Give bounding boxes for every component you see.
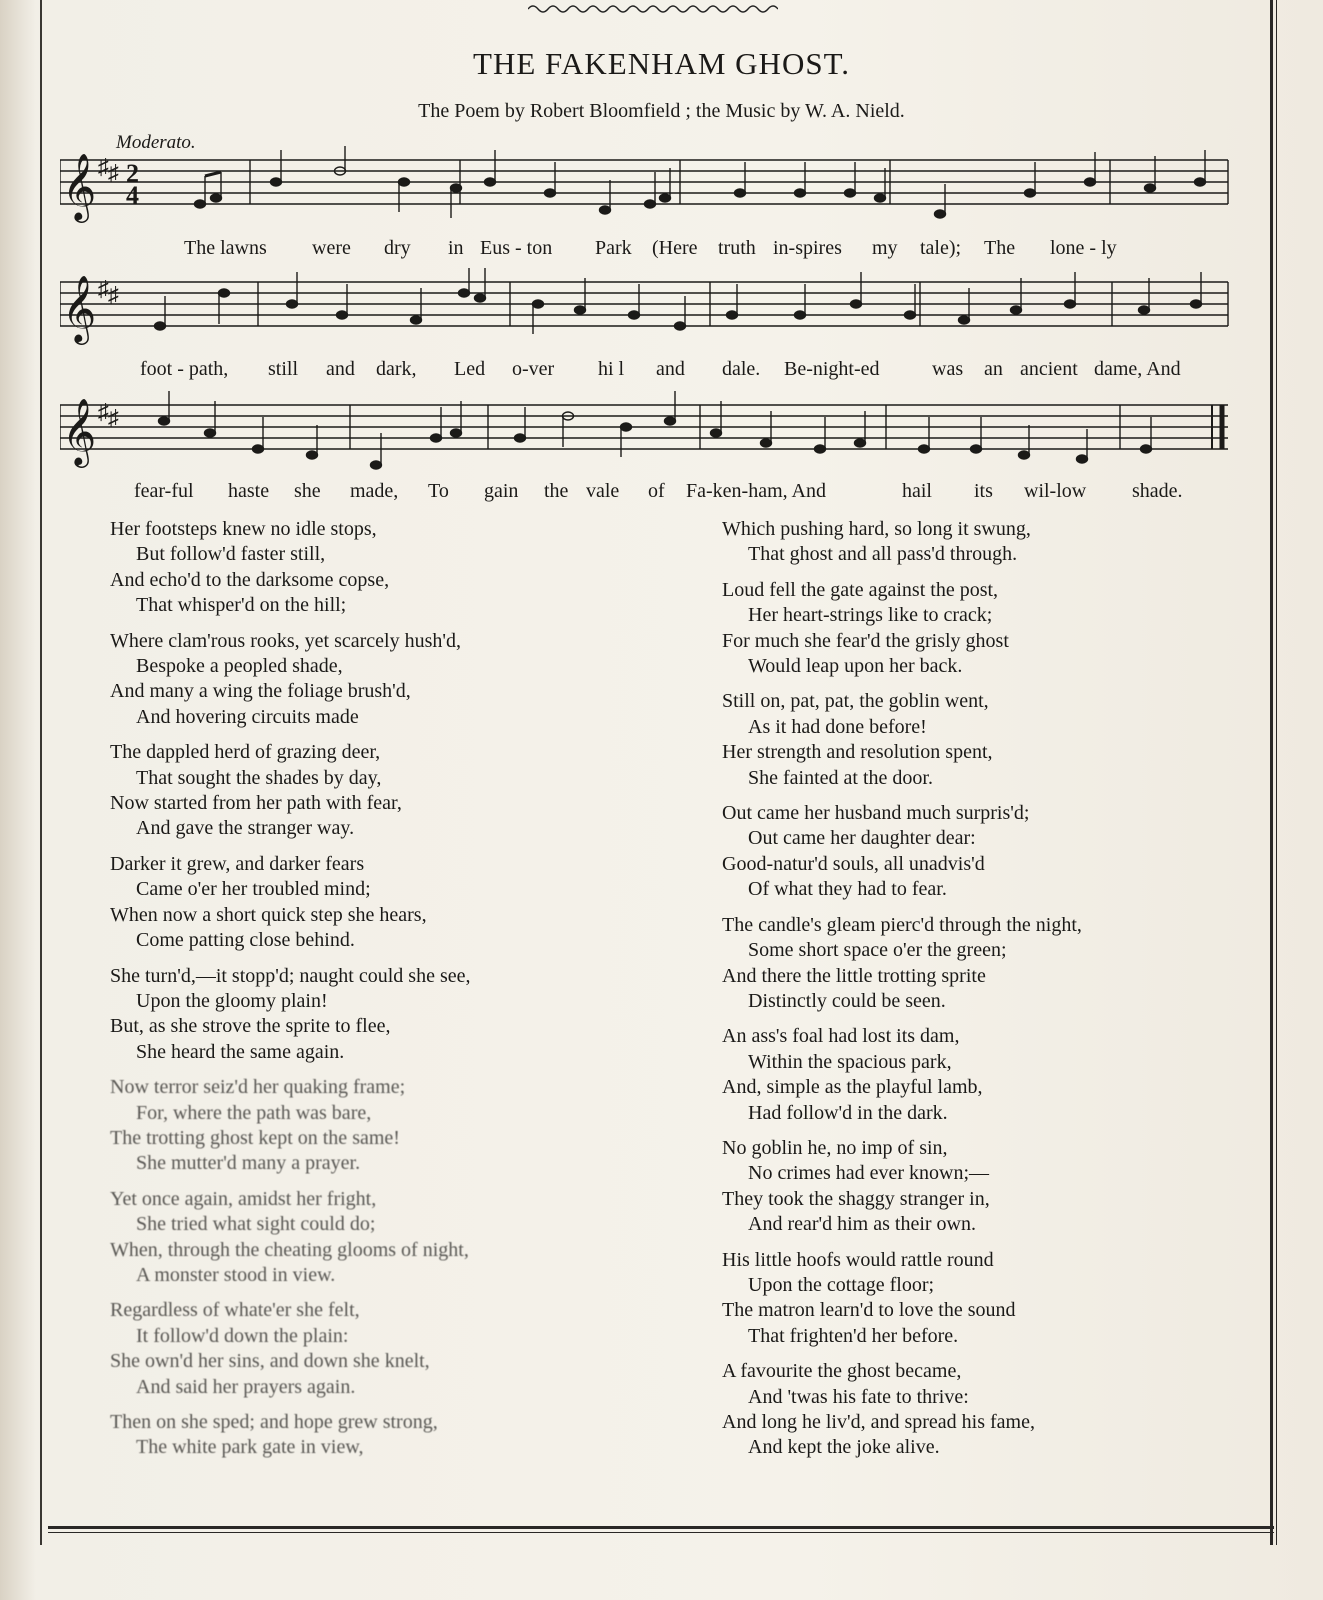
staff-3-svg <box>60 385 1230 475</box>
poem-line: Distinctly could be seen. <box>748 989 946 1012</box>
poem-line: For, where the path was bare, <box>136 1101 372 1124</box>
lyric-syllable: gain <box>484 480 519 502</box>
lyric-syllable: and <box>656 358 685 380</box>
poem-line: A monster stood in view. <box>136 1263 336 1286</box>
poem-line: The white park gate in view, <box>136 1436 364 1459</box>
lyric-syllable: The lawns <box>184 237 267 259</box>
poem-line: Bespoke a peopled shade, <box>136 655 343 678</box>
poem-line: Her heart-strings like to crack; <box>748 604 993 627</box>
lyric-syllable: lone - ly <box>1050 237 1117 259</box>
treble-clef-icon: 𝄞 <box>62 397 97 465</box>
lyric-syllable: dry <box>384 237 411 259</box>
poem-line: As it had done before! <box>748 715 927 738</box>
poem-line: That sought the shades by day, <box>136 766 382 789</box>
lyric-syllable: still <box>268 358 299 380</box>
stanza <box>110 1075 670 1177</box>
song-title: THE FAKENHAM GHOST. <box>473 46 850 81</box>
lyric-syllable: the <box>544 480 569 502</box>
staff-1-svg <box>60 140 1230 230</box>
sharp-icon: ♯ <box>108 160 119 185</box>
stanza <box>722 913 1282 1015</box>
stanza <box>110 517 670 619</box>
poem-line: Then on she sped; and hope grew strong, <box>110 1411 438 1433</box>
poem-line: And there the little trotting sprite <box>722 964 986 987</box>
staff-3-notes <box>159 391 1152 469</box>
poem-line: They took the shaggy stranger in, <box>722 1187 990 1210</box>
lyric-syllable: tale); <box>920 237 962 259</box>
poem-line: Out came her husband much surpris'd; <box>722 802 1030 825</box>
lyric-syllable: and <box>326 358 355 380</box>
stanza <box>722 1136 1282 1238</box>
poem-line: It follow'd down the plain: <box>136 1324 349 1347</box>
lyric-syllable: o-ver <box>512 358 555 380</box>
poem-line: Came o'er her troubled mind; <box>136 878 371 901</box>
poem-line: Yet once again, amidst her fright, <box>110 1187 377 1210</box>
poem-line: And rear'd him as their own. <box>748 1213 976 1236</box>
poem-line: Upon the cottage floor; <box>748 1273 935 1296</box>
bottom-rule <box>48 1526 1274 1529</box>
lyric-syllable: made, <box>350 480 399 502</box>
song-credits: The Poem by Robert Bloomfield ; the Music by W. A. Nield. <box>418 100 905 122</box>
poem-left-column <box>110 517 670 1471</box>
poem-line: Out came her daughter dear: <box>748 827 976 850</box>
poem-line: An ass's foal had lost its dam, <box>722 1025 960 1048</box>
lyric-syllable: in-spires <box>773 237 842 259</box>
poem-line: She mutter'd many a prayer. <box>136 1152 361 1175</box>
stanza <box>722 801 1282 903</box>
lyric-syllable: my <box>872 237 898 259</box>
poem-line: Loud fell the gate against the post, <box>722 578 999 601</box>
lyric-syllable: fear-ful <box>134 480 194 502</box>
lyric-syllable: dale. <box>722 358 761 380</box>
poem-line: Some short space o'er the green; <box>748 939 1007 962</box>
sharp-icon: ♯ <box>108 282 119 307</box>
lyric-syllable: haste <box>228 480 270 502</box>
poem-line: And gave the stranger way. <box>136 817 355 840</box>
lyric-syllable: To <box>428 480 449 502</box>
music-staff-3 <box>60 385 1230 475</box>
time-sig-bottom: 4 <box>126 181 139 210</box>
time-sig-top: 2 <box>126 159 139 188</box>
music-staff-1 <box>60 140 1230 230</box>
stanza <box>722 578 1282 680</box>
lyric-syllable: foot - path, <box>140 358 229 380</box>
stanza <box>110 1187 670 1289</box>
poem-line: Darker it grew, and darker fears <box>110 852 365 875</box>
treble-clef-icon: 𝄞 <box>62 152 97 220</box>
lyric-syllable: hail <box>902 480 932 502</box>
sharp-icon: ♯ <box>98 399 109 424</box>
lyric-syllable: hi l <box>598 358 625 380</box>
poem-line: Her strength and resolution spent, <box>722 741 993 764</box>
stanza <box>110 852 670 954</box>
poem-line: Had follow'd in the dark. <box>748 1101 948 1124</box>
poem-line: And echo'd to the darksome copse, <box>110 568 390 591</box>
poem-line: Now started from her path with fear, <box>110 792 402 815</box>
poem-line: That ghost and all pass'd through. <box>748 543 1018 566</box>
poem-line: No goblin he, no imp of sin, <box>722 1136 948 1159</box>
lyric-syllable: ancient <box>1020 358 1078 380</box>
poem-line: Regardless of whate'er she felt, <box>110 1299 360 1322</box>
lyric-syllable: an <box>984 358 1003 380</box>
poem-line: That frighten'd her before. <box>748 1324 959 1347</box>
lyric-syllable: dame, And <box>1094 358 1181 380</box>
poem-line: And kept the joke alive. <box>748 1436 940 1459</box>
poem-line: The dappled herd of grazing deer, <box>110 741 381 764</box>
poem-line: For much she fear'd the grisly ghost <box>722 629 1009 652</box>
lyric-syllable: was <box>932 358 964 380</box>
lyric-syllable: The <box>984 237 1016 259</box>
poem-line: Would leap upon her back. <box>748 655 963 678</box>
lyric-line-3 <box>60 480 1230 506</box>
lyric-syllable: dark, <box>376 358 417 380</box>
poem-line: Still on, pat, pat, the goblin went, <box>722 690 989 713</box>
sharp-icon: ♯ <box>98 276 109 301</box>
poem-line: Now terror seiz'd her quaking frame; <box>110 1076 406 1099</box>
lyric-syllable: Be-night-ed <box>784 358 880 380</box>
poem-line: A favourite the ghost became, <box>722 1360 962 1383</box>
lyric-syllable: were <box>312 237 351 259</box>
poem-line: Within the spacious park, <box>748 1050 952 1073</box>
lyric-syllable: she <box>294 480 321 502</box>
lyric-line-2 <box>60 358 1230 384</box>
lyric-syllable: Fa-ken-ham, And <box>686 480 826 502</box>
poem-line: She turn'd,—it stopp'd; naught could she see, <box>110 964 471 987</box>
lyric-syllable: Eus - ton <box>480 237 553 259</box>
stanza <box>110 740 670 842</box>
stanza <box>110 1298 670 1400</box>
poem-line: And hovering circuits made <box>136 705 359 728</box>
stanza <box>722 1024 1282 1126</box>
lyric-syllable: Park <box>595 237 632 259</box>
lyric-syllable: truth <box>718 237 756 259</box>
sharp-icon: ♯ <box>98 154 109 179</box>
stanza <box>722 689 1282 791</box>
stanza <box>722 517 1282 568</box>
bottom-rule-thin <box>48 1532 1274 1533</box>
lyric-line-1 <box>60 237 1230 263</box>
left-margin-rule <box>40 0 42 1545</box>
poem-line: The trotting ghost kept on the same! <box>110 1126 400 1149</box>
tempo-marking: Moderato. <box>116 132 196 153</box>
stanza <box>110 629 670 731</box>
poem-line: She tried what sight could do; <box>136 1213 376 1236</box>
poem-line: She fainted at the door. <box>748 766 933 789</box>
treble-clef-icon: 𝄞 <box>62 274 97 342</box>
poem-line: She own'd her sins, and down she knelt, <box>110 1350 430 1373</box>
lyric-syllable: (Here <box>652 237 698 259</box>
poem-line: Come patting close behind. <box>136 929 355 952</box>
poem-line: Which pushing hard, so long it swung, <box>722 518 1031 540</box>
poem-line: That whisper'd on the hill; <box>136 594 347 617</box>
lyric-syllable: vale <box>586 480 620 502</box>
poem-line: Upon the gloomy plain! <box>136 989 328 1012</box>
lyric-syllable: in <box>448 237 464 259</box>
stanza <box>722 1248 1282 1350</box>
lyric-syllable: Led <box>454 358 486 380</box>
poem-right-column <box>722 517 1282 1471</box>
lyric-syllable: its <box>974 480 993 502</box>
lyric-syllable: wil-low <box>1024 480 1087 502</box>
poem-line: And long he liv'd, and spread his fame, <box>722 1411 1035 1433</box>
sharp-icon: ♯ <box>108 405 119 430</box>
poem-line: And 'twas his fate to thrive: <box>748 1385 969 1408</box>
poem-line: The matron learn'd to love the sound <box>722 1299 1016 1322</box>
poem-line: But, as she strove the sprite to flee, <box>110 1015 391 1038</box>
stanza <box>110 964 670 1066</box>
poem-line: When now a short quick step she hears, <box>110 903 427 926</box>
poem-line: And, simple as the playful lamb, <box>722 1076 983 1099</box>
poem-line: When, through the cheating glooms of night, <box>110 1238 469 1261</box>
poem-line: Of what they had to fear. <box>748 878 947 901</box>
poem-line: Good-natur'd souls, all unadvis'd <box>722 852 985 875</box>
poem-line: But follow'd faster still, <box>136 543 326 566</box>
poem-line: And said her prayers again. <box>136 1375 356 1398</box>
poem-line: Where clam'rous rooks, yet scarcely hush'd, <box>110 629 461 652</box>
wavy-ornament <box>528 2 778 16</box>
staff-2-svg <box>60 262 1230 352</box>
staff-2-notes <box>155 268 1202 334</box>
poem-line: The candle's gleam pierc'd through the night, <box>722 913 1082 936</box>
poem-line: Her footsteps knew no idle stops, <box>110 518 377 540</box>
stanza <box>110 1410 670 1461</box>
stanza <box>722 1359 1282 1461</box>
lyric-syllable: shade. <box>1132 480 1183 502</box>
lyric-syllable: of <box>648 480 665 502</box>
poem-line: And many a wing the foliage brush'd, <box>110 680 411 703</box>
poem-line: No crimes had ever known;— <box>748 1162 990 1185</box>
poem-line: She heard the same again. <box>136 1040 345 1063</box>
music-staff-2 <box>60 262 1230 352</box>
poem-line: His little hoofs would rattle round <box>722 1248 994 1271</box>
